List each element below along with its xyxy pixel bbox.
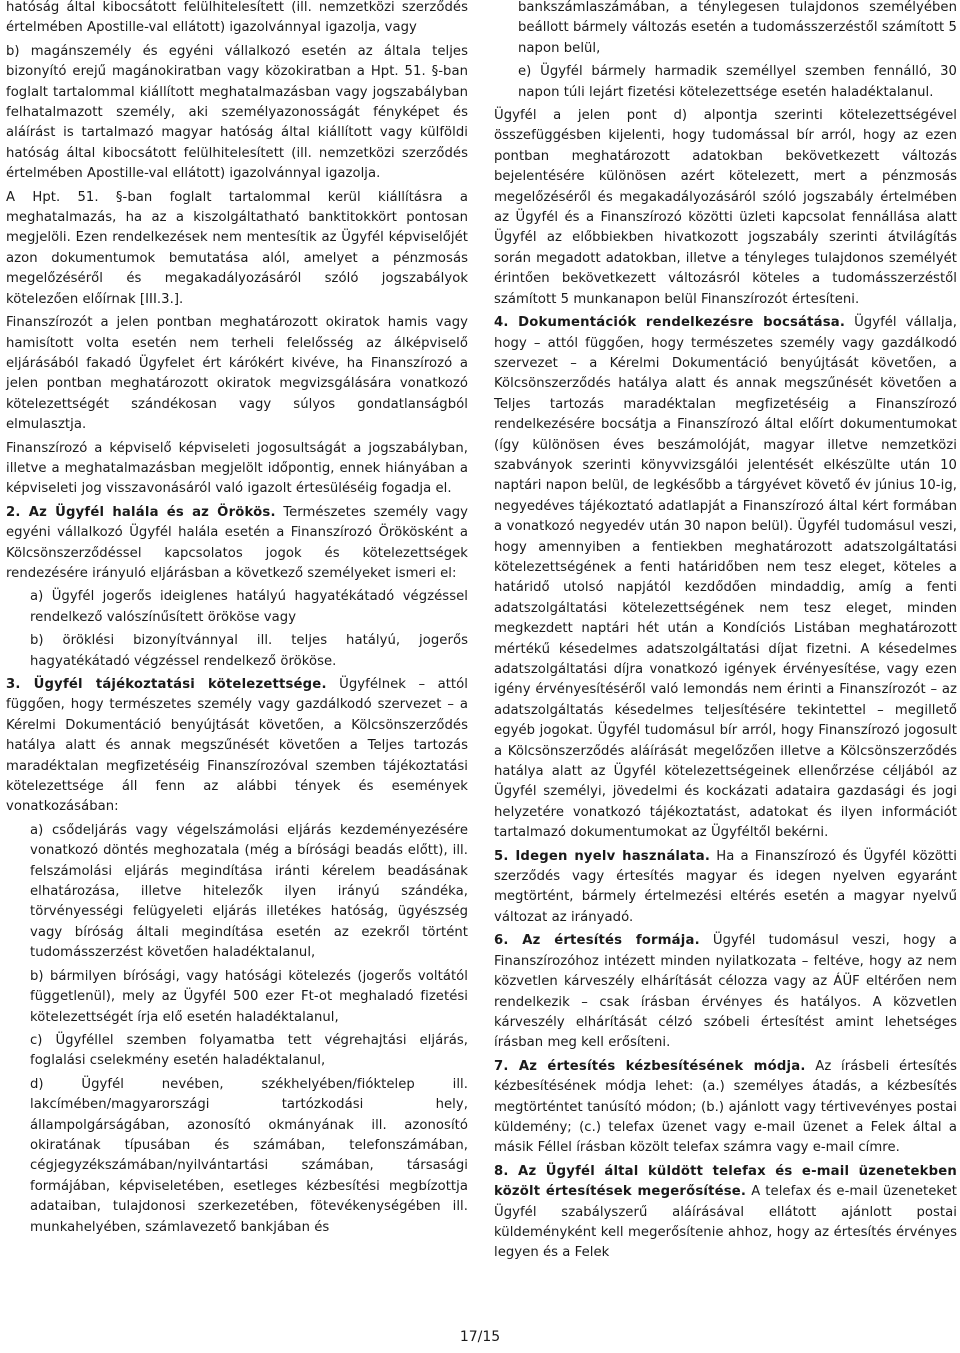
page-number: 17/15 — [459, 1329, 501, 1345]
paragraph — [494, 1057, 957, 1159]
paragraph-text: b) öröklési bizonyítvánnyal ill. teljes hatályú, jogerős hagyatékátadó végzéssel rendelkező örököse. — [30, 633, 468, 669]
paragraph — [6, 675, 468, 818]
paragraph — [6, 1031, 468, 1072]
paragraph — [494, 1162, 957, 1264]
section-heading: 6. Az értesítés formája. — [494, 933, 700, 949]
section-heading: 8. Az Ügyfél által küldött telefax és e-mail üzenetekben közölt értesítések megerősítése. — [494, 1163, 957, 1200]
paragraph — [6, 439, 468, 500]
paragraph-text: c) Ügyféllel szemben folyamatba tett végrehajtási eljárás, foglalási cselekmény esetén haladéktalanul, — [30, 1032, 468, 1069]
paragraph — [6, 631, 468, 672]
paragraph — [6, 587, 468, 628]
paragraph-text: a) Ügyfél jogerős ideiglenes hatályú hagyatékátadó végzéssel rendelkező valószínűsített örököse vagy — [30, 589, 468, 625]
paragraph-text: Ügyfélnek – attól függően, hogy természetes személy vagy gazdálkodó szervezet – a Kérelmi Dokumentáció benyújtását követően, a Kölcsönszerződés hatálya alatt és annak megszűnését követően a Teljes tartozás maradéktalan megfizetéséig Finanszírozóval szemben tájékoztatási kötelezettsége áll fenn az alábbi tények és események vonatkozásában: — [6, 677, 468, 815]
paragraph-text: bankszámlaszámában, a ténylegesen tulajdonos személyében beállott bármely változás esetén a tudomásszerzéstől számított 5 napon belül, — [518, 0, 957, 56]
paragraph — [6, 42, 468, 185]
paragraph — [494, 62, 957, 103]
paragraph — [6, 1075, 468, 1238]
paragraph — [494, 313, 957, 844]
section-heading: 4. Dokumentációk rendelkezésre bocsátása. — [494, 315, 846, 331]
paragraph-text: Ha a Finanszírozó és Ügyfél közötti szerződés vagy értesítés magyar és idegen nyelven egyaránt megtörtént, bármely értelmezési eltérés esetén a magyar nyelvű változat az irányadó. — [494, 848, 957, 925]
paragraph — [6, 503, 468, 585]
section-heading: 7. Az értesítés kézbesítésének módja. — [494, 1058, 806, 1074]
section-heading: 5. Idegen nyelv használata. — [494, 848, 711, 864]
section-heading: 2. Az Ügyfél halála és az Örökös. — [6, 504, 276, 520]
paragraph — [494, 106, 957, 310]
paragraph-text: b) magánszemély és egyéni vállalkozó esetén az általa teljes bizonyító erejű magánokiratban vagy közokiratban a Hpt. 51. §-ban foglalt tartalommal kiállított meghatalmazásban vagy jogszabályban felhatalmazott személy, aki személyazonosságát fényképet és aláírást is tartalmazó magyar hatóság által kiállított vagy külföldi hatóság által kibocsátott felülhitelesített (ill. nemzetközi szerződés értelmében Apostille-val ellátott) igazolvánnyal igazolja. — [6, 43, 468, 182]
paragraph-text: A telefax és e-mail üzeneteket Ügyfél szabályszerű aláírásával ellátott ajánlott postai küldeményként kell megerősítenie ahhoz, hogy az értesítés érvényes legyen és a Felek — [494, 1184, 957, 1261]
paragraph-text: d) Ügyfél nevében, székhelyében/fióktelep ill. lakcímében/magyarországi tartózkodási hely, állampolgárságában, azonosító okmányának ill. azonosító okiratának típusában és számában, telefonszámában, cégjegyzékszámában/nyilvántartási számában, társasági formájában, képviseletében, esetleges kézbesítési megbízottja adataiban, tulajdonosi szerkezetében, fötevékenységében ill. munkahelyében, számlavezető bankjában és — [30, 1076, 468, 1235]
paragraph-text: Ügyfél vállalja, hogy – attól függően, hogy természetes személy vagy gazdálkodó szervezet – a Kérelmi Dokumentáció benyújtását követően, a Kölcsönszerződés hatálya alatt és annak megszűnését követően a Teljes tartozás maradéktalan megfizetéséig a Finanszírozó rendelkezésére bocsátja a Finanszírozó által előírt dokumentumokat (így különösen éves beszámolóját, magyar illetve nemzetközi szabványok szerinti könyvvizsgálói jelentését elkészülte után 10 naptári napon belül, de legkésőbb a tárgyévet követő év június 10-ig, negyedéves tájékoztató adatlapját a Finanszírozó által kért formában a vonatkozó negyedév után 30 napon belül). Ügyfél tudomásul veszi, hogy amennyiben a fentiekben meghatározott adatszolgáltatási kötelezettségének a fenti határidőben nem tesz eleget, köteles a határidő utolsó napjától kezdődően mindaddig, amíg a fenti adatszolgáltatási kötelezettségének nem tesz eleget, minden megkezdett naptári hét után a Kondíciós Listában meghatározott mértékű késedelmes adatszolgáltatási díjat fizetni. A késedelmes adatszolgáltatási díjra vonatkozó igények érvényesítése, vagy ezen igény érvényesítéséről való lemondás nem érinti a Finanszírozót – az adatszolgáltatás késedelmes teljesítésére tekintettel – megillető egyéb jogokat. Ügyfél tudomásul bír arról, hogy Finanszírozó jogosult a Kölcsönszerződés aláírását megelőzően illetve a Kölcsönszerződés hatálya alatt az Ügyfél kötelezettségeinek ellenőrzése céljából az Ügyfél személyi, jövedelmi és kockázati adataira gazdasági és jogi helyzetére vonatkozó tájékoztatást, adatokat és ilyen információt tartalmazó dokumentumokat az Ügyféltől bekérni. — [494, 315, 957, 841]
paragraph-text: b) bármilyen bírósági, vagy hatósági kötelezés (jogerős voltától függetlenül), mely az Ügyfél 500 ezer Ft-ot meghaladó fizetési kötelezettségét írja elő esetén haladéktalanul, — [30, 968, 468, 1025]
paragraph — [494, 931, 957, 1053]
paragraph-text: Az írásbeli értesítés kézbesítésének módja lehet: (a.) személyes átadás, a kézbesítés megtörténtet tanúsító módon; (b.) ajánlott vagy tértivevényes postai küldemény; (c.) telefax üzenet vagy e-mail üzenet a Felek által a másik Féllel írásban közölt telefax számra vagy e-mail címre. — [494, 1058, 957, 1156]
right-column — [494, 0, 957, 1267]
paragraph-text: e) Ügyfél bármely harmadik személlyel szemben fennálló, 30 napon túli lejárt fizetési kötelezettsége esetén haladéktalanul. — [518, 64, 957, 100]
paragraph — [6, 313, 468, 435]
paragraph-text: Finanszírozó a képviselő képviseleti jogosultságát a jogszabályban, illetve a meghatalmazásban megjelölt időpontig, ennek hiányában a képviseleti jog visszavonásáról való igazolt értesüléséig fogadja el. — [6, 440, 468, 497]
paragraph — [494, 847, 957, 929]
paragraph — [6, 967, 468, 1028]
paragraph — [6, 188, 468, 310]
paragraph-text: A Hpt. 51. §-ban foglalt tartalommal kerül kiállításra a meghatalmazás, ha az a kiszolgáltatható banktitokkört pontosan megjelöli. Ezen rendelkezések nem mentesítik az Ügyfél képviselőjét azon dokumentumok bemutatása alól, amelyet a pénzmosás megelőzéséről és megakadályozásáról szóló jogszabályok kötelezően előírnak [III.3.]. — [6, 189, 468, 307]
paragraph-text: Ügyfél a jelen pont d) alpontja szerinti kötelezettségével összefüggésben kijelenti, hogy tudomással bír arról, hogy az ezen pontban meghatározott adatokban bekövetkezett változás bejelentésére különösen azért kötelezett, mert a pénzmosás megelőzéséről és megakadályozásáról szóló jogszabály értelmében az Ügyfél és a Finanszírozó közötti üzleti kapcsolat fennállása alatt Ügyfél az előbbiekben hivatkozott jogszabály szerinti átvilágítás során megadott adatokban, illetve a tényleges tulajdonos személyét érintően bekövetkezett változásról köteles a tudomásszerzéstől számított 5 munkanapon belül Finanszírozót értesíteni. — [494, 108, 957, 307]
paragraph-text: hatóság által kibocsátott felülhitelesített (ill. nemzetközi szerződés értelmében Apostille-val ellátott) igazolvánnyal igazolja, vagy — [6, 0, 468, 36]
paragraph — [6, 0, 468, 39]
left-column — [6, 0, 468, 1241]
paragraph-text: Finanszírozót a jelen pontban meghatározott okiratok hamis vagy hamisított volta esetén nem terheli felelősség az álképviselő eljárásából fakadó Ügyfelet ért kárókért kivéve, ha Finanszírozó a jelen pontban meghatározott okiratok megvizsgálására vonatkozó kötelezettségét szándékosan vagy súlyos gondatlanságból elmulasztja. — [6, 315, 468, 433]
paragraph — [6, 821, 468, 964]
paragraph-text: a) csődeljárás vagy végelszámolási eljárás kezdeményezésére vonatkozó döntés meghozatala (még a bírósági beadás előtt), ill. felszámolási eljárás megindítása iránti kérelem beadásának elhatározása, illetve hitelezők ilyen irányú szándéka, törvényességi felügyeleti eljárás illetékes hatóság, ügyészség vagy bíróság általi megindítása esetén az ezekről történt tudomásszerzést követően haladéktalanul, — [30, 822, 468, 961]
paragraph-text: Ügyfél tudomásul veszi, hogy a Finanszírozóhoz intézett minden nyilatkozata – feltéve, hogy az nem közvetlen kárveszély elhárítását célozza vagy az ÁÜF eltérően nem rendelkezik – csak írásban érvényes és hatályos. A közvetlen kárveszély elhárítását célzó szóbeli értesítést amint lehetséges írásban meg kell erősíteni. — [494, 933, 957, 1051]
paragraph-text: Természetes személy vagy egyéni vállalkozó Ügyfél halála esetén a Finanszírozó Örökösként a Kölcsönszerződéssel kapcsolatos jogok és kötelezettségek rendezésére irányuló eljárásban a következő személyeket ismeri el: — [6, 504, 469, 581]
paragraph — [494, 0, 957, 59]
section-heading: 3. Ügyfél tájékoztatási kötelezettsége. — [6, 677, 327, 692]
